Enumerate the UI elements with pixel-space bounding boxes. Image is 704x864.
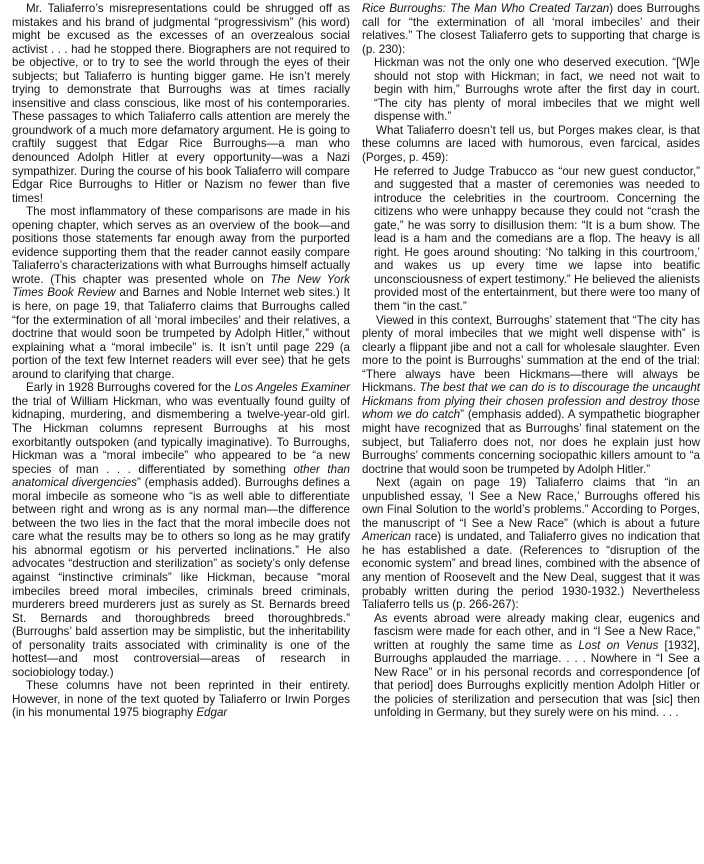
paragraph (12, 205, 350, 381)
text-run: and Barnes and Noble Internet web sites.) It is here, on page 19, that Taliaferro claims that Burroughs called “for the extermination of all ‘moral imbeciles’ and their relatives, a doctrine that would soon be trumpeted by Adolph Hitler,” without explaining what a “moral imbecile” is. It isn’t until page 229 (a portion of the text few Internet readers will ever see) that he gets around to clarifying that charge. (12, 286, 350, 381)
italic-text: Los Angeles Examiner (234, 381, 350, 395)
italic-text: American (362, 530, 411, 544)
text-run: Hickman was not the only one who deserved execution. “[W]e should not stop with Hickman; in fact, we need not wait to begin with him,” Burroughs wrote after the first day in court. “The city has plenty of moral imbeciles that we might well dispense with.” (374, 56, 700, 124)
paragraph (362, 314, 700, 477)
italic-text: The New York Times Book Review (12, 272, 350, 300)
text-run: race) is undated, and Taliaferro gives no indication that he has established a date. (References to “disruption of the economic system” and bread lines, combined with the absence of any mention of Roosevelt and the New Deal, suggest that it was probably written during the period 1930-1932.) Nevertheless Taliaferro tells us (p. 266-267): (362, 530, 700, 612)
text-run: Viewed in this context, Burroughs’ statement that “The city has plenty of moral imbeciles that we might well dispense with” is clearly a flippant jibe and not a call for wholesale slaughter. Even more to the point is Burroughs’ summation at the end of the trial: “There always have been Hickmans—there will always be Hickmans. (362, 313, 700, 395)
paragraph (362, 2, 700, 56)
italic-text: Lost on Venus (578, 638, 659, 652)
text-run: Early in 1928 Burroughs covered for the (26, 381, 235, 395)
text-run: As events abroad were already making clear, eugenics and fascism were made for each other, and in “I See a New Race,” written at roughly the same time as (374, 611, 700, 652)
text-run: These columns have not been reprinted in their entirety. However, in none of the text quoted by Taliaferro or Irwin Porges (in his monumental 1975 biography (12, 679, 350, 720)
italic-text: Edgar (196, 706, 228, 720)
paragraph (12, 2, 350, 205)
text-run: What Taliaferro doesn’t tell us, but Porges makes clear, is that these columns are laced with humorous, even farcical, asides (Porges, p. 459): (362, 123, 700, 165)
text-run: ) does Burroughs call for “the extermination of all ‘moral imbeciles’ and their relatives.” The closest Taliaferro gets to supporting that charge is (p. 230): (362, 2, 700, 56)
italic-text: Rice Burroughs: The Man Who Created Tarzan (362, 2, 610, 15)
italic-text: other than anatomical divergencies (12, 462, 350, 490)
text-run: ” (emphasis added). A sympathetic biographer might have recognized that as Burroughs’ final statement on the subject, but Taliaferro does not, nor does he explain just how Burroughs’ comments concerning sociopathic killers amount to “a doctrine that would soon be trumpeted by Adolph Hitler.” (362, 408, 700, 476)
text-run: [1932], Burroughs applauded the marriage. . . . Nowhere in “I See a New Race” or in his personal records and correspondence [of that period] does Burroughs explicitly mention Adolph Hitler or the policies of sterilization and persecution that was [sic] then unfolding in Germany, but they surely were on his mind. . . . (374, 638, 700, 720)
block-quote (374, 165, 700, 314)
block-quote (374, 56, 700, 124)
paragraph (12, 679, 350, 720)
block-quote (374, 612, 700, 720)
paragraph (362, 476, 700, 611)
left-column (12, 2, 350, 864)
right-column (362, 2, 700, 864)
text-run: Mr. Taliaferro’s misrepresentations could be shrugged off as mistakes and his brand of judgmental “progressivism” (his word) might be excused as the excesses of an overzealous social activist . . . had he stopped there. Biographers are not required to be objective, or to try to see the world through the eyes of their subjects; but Taliaferro is hunting bigger game. He isn’t merely trying to demonstrate that Burroughs was at times racially insensitive and class conscious, like most of his contemporaries. These passages to which Taliaferro calls attention are merely the groundwork of a much more defamatory argument. He is going to craftily suggest that Edgar Rice Burroughs—a man who denounced Adolph Hitler at every opportunity—was a Nazi sympathizer. During the course of his book Taliaferro will compare Edgar Rice Burroughs to Hitler or Nazism no fewer than five times! (12, 2, 350, 205)
text-run: Next (again on page 19) Taliaferro claims that “in an unpublished essay, ‘I See a New Race,’ Burroughs offered his own Final Solution to the world’s problems.” According to Porges, the manuscript of “I See a New Race” (which is about a future (362, 476, 700, 530)
italic-text: The best that we can do is to discourage the uncaught Hickmans from plying their chosen profession and destroy those whom we do catch (362, 381, 700, 422)
paragraph (362, 124, 700, 165)
paragraph (12, 381, 350, 679)
text-run: the trial of William Hickman, who was eventually found guilty of kidnaping, murdering, and dismembering a twelve-year-old girl. The Hickman columns represent Burroughs at his most exorbitantly outspoken (and typically imaginative). To Burroughs, Hickman was a “moral imbecile” who appeared to be “a new species of man . . . differentiated by something (12, 394, 350, 476)
text-run: ” (emphasis added). Burroughs defines a moral imbecile as someone who “is as well able to differentiate between right and wrong as is any normal man—the difference between the two lies in the fact that the moral imbecile does not care what the results may be to others so long as he may gratify his abnormal egotism or his perverted inclinations.” He also advocates “destruction and sterilization” as society’s only defense against “instinctive criminals” like Hickman, because “moral imbeciles breed moral imbeciles, criminals breed criminals, murderers breed murderers just as surely as St. Bernards breed St. Bernards and thoroughbreds breed thoroughbreds.” (Burroughs’ bald assertion may be simplistic, but the inheritability of personality traits associated with criminality is one of the hottest—and most controversial—areas of research in sociobiology today.) (12, 476, 350, 679)
text-run: The most inflammatory of these comparisons are made in his opening chapter, which serves as an overview of the book—and positions those statements far enough away from the purported evidence supporting them that the reader cannot easily compare Taliaferro’s characterizations with what Burroughs himself actually wrote. (This chapter was presented whole on (12, 205, 350, 286)
text-run: He referred to Judge Trabucco as “our new guest conductor,” and suggested that a master of ceremonies was needed to introduce the celebrities in the courtroom. Concerning the citizens who were unhappy because they could not “crash the gate,” he was sorry to disillusion them: “It is a bum show. The lead is a ham and the comedians are a flop. The heavy is all right. He goes around shouting: ‘No talking in this courtroom,’ and wakes us up every time we lapse into beatific unconsciousness of expert testimony.” He believed the alienists provided most of the entertainment, but there were too many of them “in the cast.” (374, 164, 700, 314)
